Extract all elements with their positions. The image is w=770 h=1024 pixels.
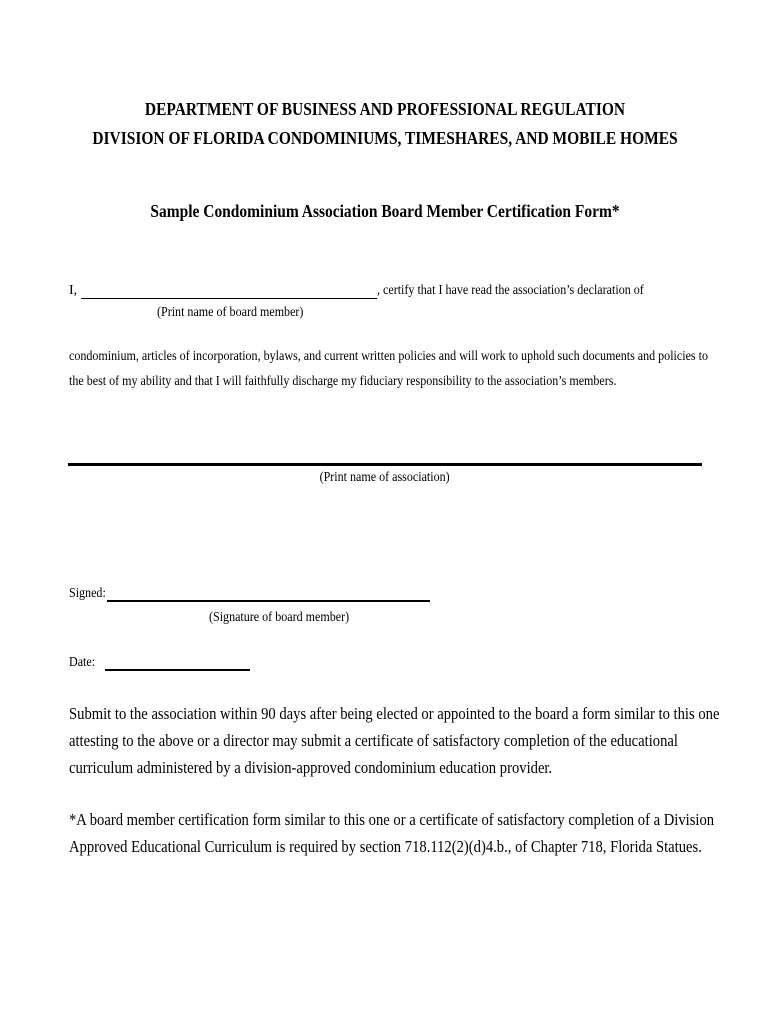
date-label: Date: [69, 655, 96, 670]
department-heading: DEPARTMENT OF BUSINESS AND PROFESSIONAL REGULATION [144, 99, 626, 119]
instructions-paragraph [69, 700, 719, 781]
certification-prefix: I, [69, 283, 78, 298]
board-member-name-field[interactable] [81, 298, 377, 299]
instructions-line-1: Submit to the association within 90 days after being elected or appointed to the board a form similar to this one [69, 704, 720, 723]
certification-suffix: , certify that I have read the association’s declaration of [377, 283, 644, 298]
division-heading: DIVISION OF FLORIDA CONDOMINIUMS, TIMESHARES, AND MOBILE HOMES [92, 128, 678, 148]
certification-body-line-1: condominium, articles of incorporation, bylaws, and current written policies and will work to uphold such documents and policies to [69, 349, 708, 364]
board-member-name-caption: (Print name of board member) [157, 305, 304, 320]
association-caption-text: (Print name of association) [319, 470, 451, 485]
footnote-paragraph [69, 806, 719, 860]
signed-label: Signed: [69, 586, 106, 601]
form-title: Sample Condominium Association Board Member Certification Form* [150, 201, 620, 221]
association-name-caption [0, 470, 770, 486]
instructions-line-3: curriculum administered by a division-approved condominium education provider. [69, 758, 553, 777]
association-name-field[interactable] [68, 463, 702, 466]
signature-caption: (Signature of board member) [209, 610, 350, 625]
date-field[interactable] [105, 669, 250, 671]
signature-field[interactable] [107, 600, 430, 602]
instructions-line-2: attesting to the above or a director may submit a certificate of satisfactory completion of the educational [69, 731, 678, 750]
footnote-line-2: Approved Educational Curriculum is required by section 718.112(2)(d)4.b., of Chapter 718, Florida Statues. [69, 837, 702, 856]
footnote-line-1: *A board member certification form similar to this one or a certificate of satisfactory completion of a Division [69, 810, 715, 829]
certification-body-line-2: the best of my ability and that I will faithfully discharge my fiduciary responsibility to the association’s members. [69, 374, 617, 389]
